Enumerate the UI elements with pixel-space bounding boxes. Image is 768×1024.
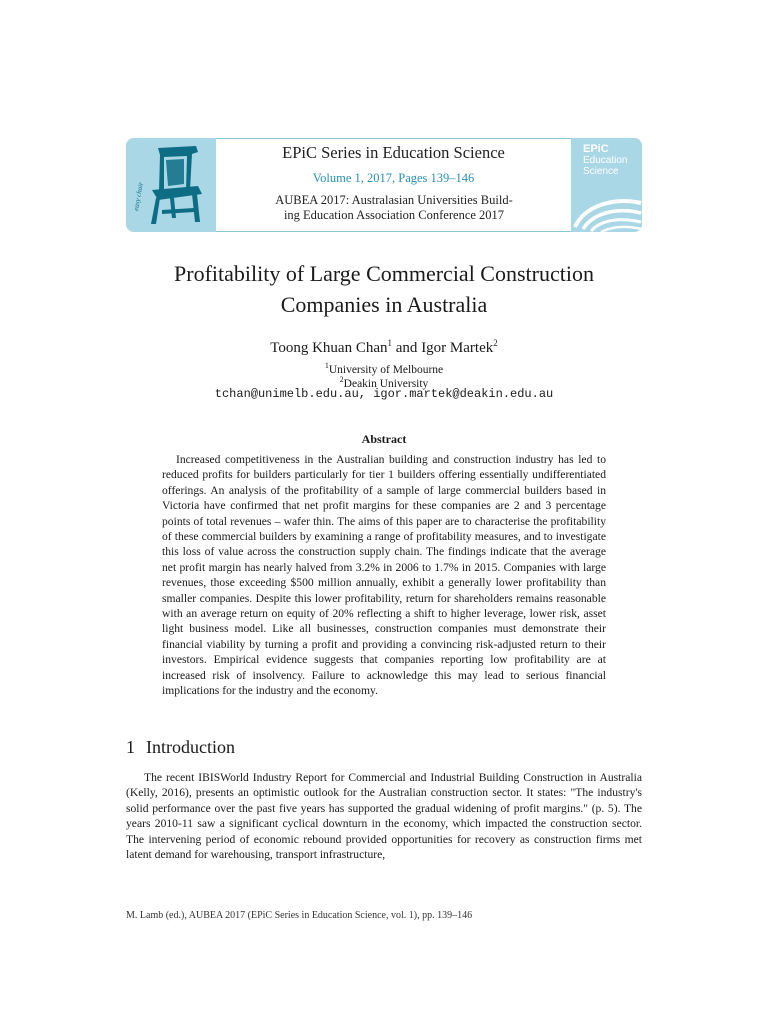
author-name: Toong Khuan Chan [270, 340, 388, 356]
introduction-body: The recent IBISWorld Industry Report for Commercial and Industrial Building Construction in Australia (Kelly, 2016), presents an optimistic outlook for the Australian construction sector. It states: "The industry's solid performance over the past five years has supported the gradual widening of profit margins." (p. 5). The years 2010-11 saw a significant cyclical downturn in the economy, which impacted the construction sector. The intervening period of economic rebound provided opportunities for recovery as construction firms met latent demand for warehousing, transport infrastructure, [126, 771, 642, 862]
section-heading [126, 737, 235, 758]
paper-title-line-2: Companies in Australia [280, 292, 488, 317]
affiliation-name: Deakin University [343, 377, 429, 390]
abstract-body: Increased competitiveness in the Australian building and construction industry has led to reduced profits for builders particularly for tier 1 builders offering essentially undifferentiated offerings. An analysis of the profitability of a sample of large commercial builders based in Victoria have confirmed that net profit margins for these companies are 2 and 3 percentage points of total revenues – wafer thin. The aims of this paper are to characterise the profitability of these commercial builders by examining a range of profitability measures, and to investigate this loss of value across the construction supply chain. The findings indicate that the average net profit margin has nearly halved from 3.2% in 2006 to 1.7% in 2015. Companies with large revenues, those exceeding $500 million annually, exhibit a generally lower profitability than smaller companies. Despite this lower profitability, return for shareholders remains reasonable with an average return on equity of 20% reflecting a shift to higher leverage, lower risk, asset light business model. Like all businesses, construction companies must demonstrate their financial viability by turning a profit and providing a convincing risk-adjusted return to their investors. Empirical evidence suggests that companies reporting low profitability are at increased risk of insolvency. Failure to acknowledge this may lead to serious financial implications for the industry and the economy. [162, 453, 606, 698]
author-emails: tchan@unimelb.edu.au, igor.martek@deakin.edu.au [214, 387, 554, 401]
volume-pages: Volume 1, 2017, Pages 139–146 [312, 171, 475, 185]
author-conjunction: and [392, 340, 422, 356]
easychair-caption: easy chair [132, 181, 145, 212]
author-list [0, 338, 768, 357]
conference-line-2: ing Education Association Conference 2017 [283, 208, 505, 222]
conference-line-1: AUBEA 2017: Australasian Universities Build- [275, 193, 513, 207]
affiliation-name: University of Melbourne [328, 363, 444, 376]
paper-title [0, 258, 768, 320]
affiliation-mark: 2 [339, 375, 344, 384]
affiliation-mark: 1 [324, 361, 329, 370]
epic-logo-text [583, 144, 627, 177]
section-title: Introduction [146, 737, 235, 757]
conference-name [227, 193, 561, 223]
author-affiliation-mark: 1 [387, 338, 393, 348]
paper-title-line-1: Profitability of Large Commercial Construction [174, 261, 594, 286]
abstract-heading: Abstract [361, 432, 407, 446]
epic-logo-science: Science [583, 166, 619, 177]
epic-logo-education: Education [583, 155, 628, 166]
section-number: 1 [126, 737, 135, 757]
page-footer-citation: M. Lamb (ed.), AUBEA 2017 (EPiC Series in Education Science, vol. 1), pp. 139–146 [126, 910, 473, 921]
epic-logo [571, 138, 642, 232]
author-affiliation-mark: 2 [493, 338, 498, 348]
series-title: EPiC Series in Education Science [282, 143, 505, 162]
author-name: Igor Martek [421, 340, 494, 356]
easychair-logo [126, 138, 216, 232]
wave-icon [571, 187, 642, 232]
epic-logo-word: EPiC [583, 143, 609, 155]
series-header-banner [126, 138, 642, 232]
